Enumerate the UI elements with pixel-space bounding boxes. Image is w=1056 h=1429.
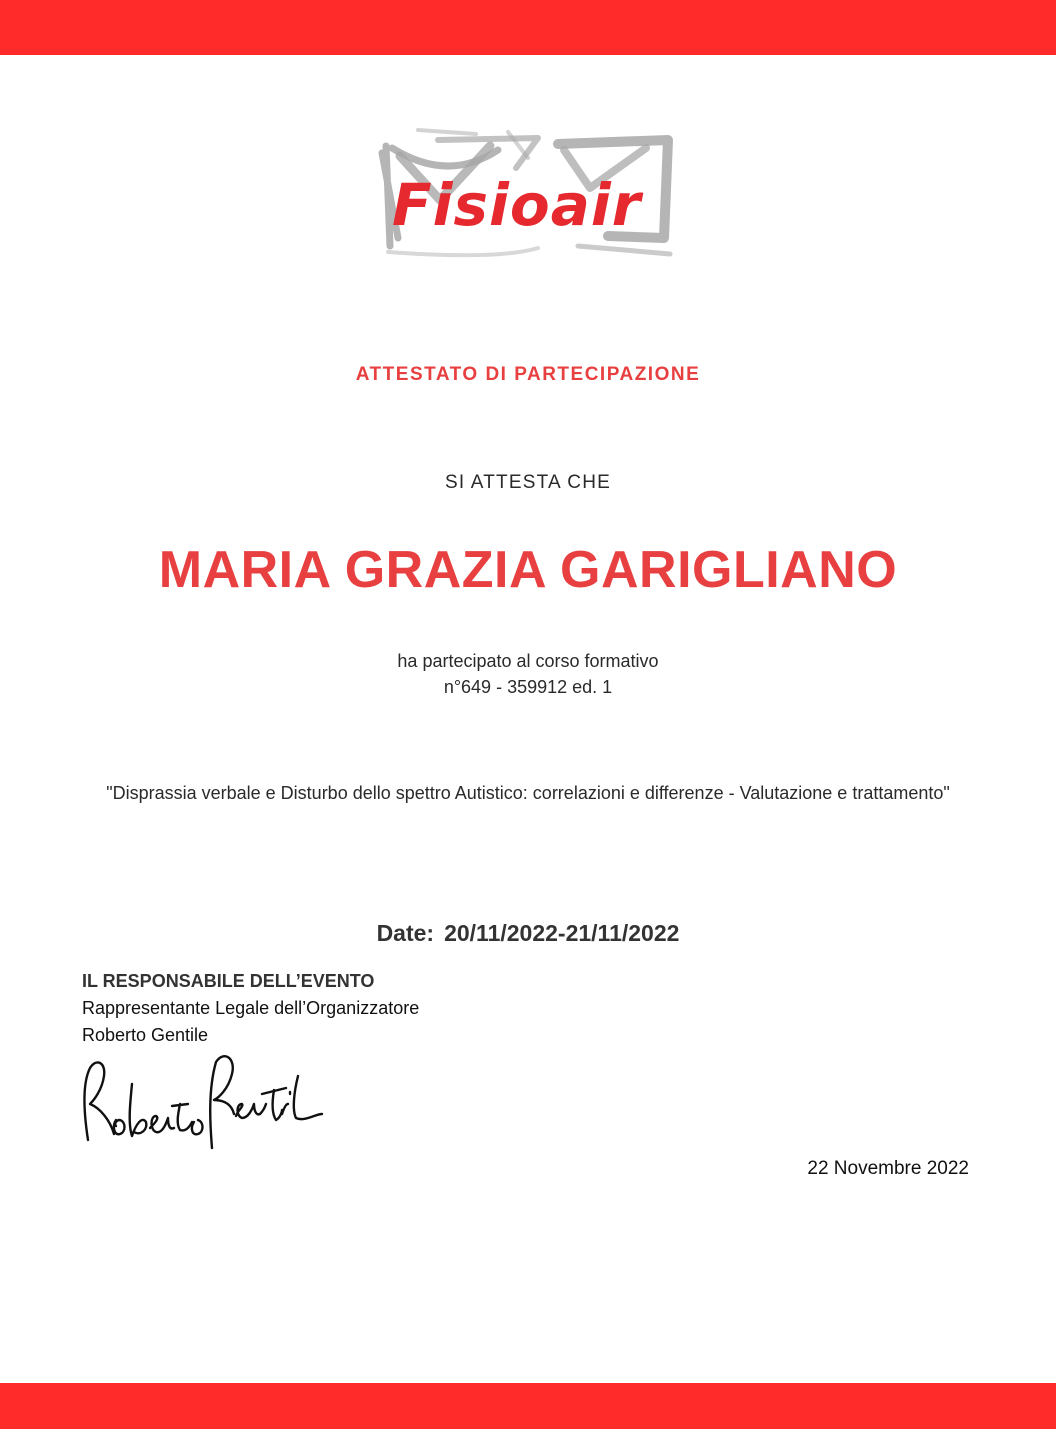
top-red-band — [0, 0, 1056, 55]
responsible-name: Roberto Gentile — [82, 1025, 209, 1045]
responsible-heading: IL RESPONSABILE DELL’EVENTO — [82, 971, 375, 991]
attests-label: SI ATTESTA CHE — [444, 472, 612, 493]
course-number: n°649 - 359912 ed. 1 — [443, 677, 613, 697]
course-intro — [0, 648, 1056, 700]
participant-name: MARIA GRAZIA GARIGLIANO — [158, 541, 898, 599]
issue-date: 22 Novembre 2022 — [807, 1158, 969, 1179]
logo-wordmark: Fisioair — [392, 171, 642, 239]
dates-label: Date: — [376, 920, 435, 946]
handwritten-signature — [76, 1044, 326, 1159]
event-dates — [0, 920, 1056, 947]
participation-line: ha partecipato al corso formativo — [397, 651, 659, 671]
course-title: "Disprassia verbale e Disturbo dello spettro Autistico: correlazioni e differenze - Valutazione e trattamento" — [106, 783, 950, 803]
certificate-title: ATTESTATO DI PARTECIPAZIONE — [355, 364, 701, 385]
dates-value: 20/11/2022-21/11/2022 — [444, 920, 680, 946]
bottom-red-band — [0, 1383, 1056, 1429]
fisioair-logo — [378, 128, 678, 266]
responsible-block — [82, 968, 419, 1049]
responsible-role: Rappresentante Legale dell’Organizzatore — [82, 998, 420, 1018]
